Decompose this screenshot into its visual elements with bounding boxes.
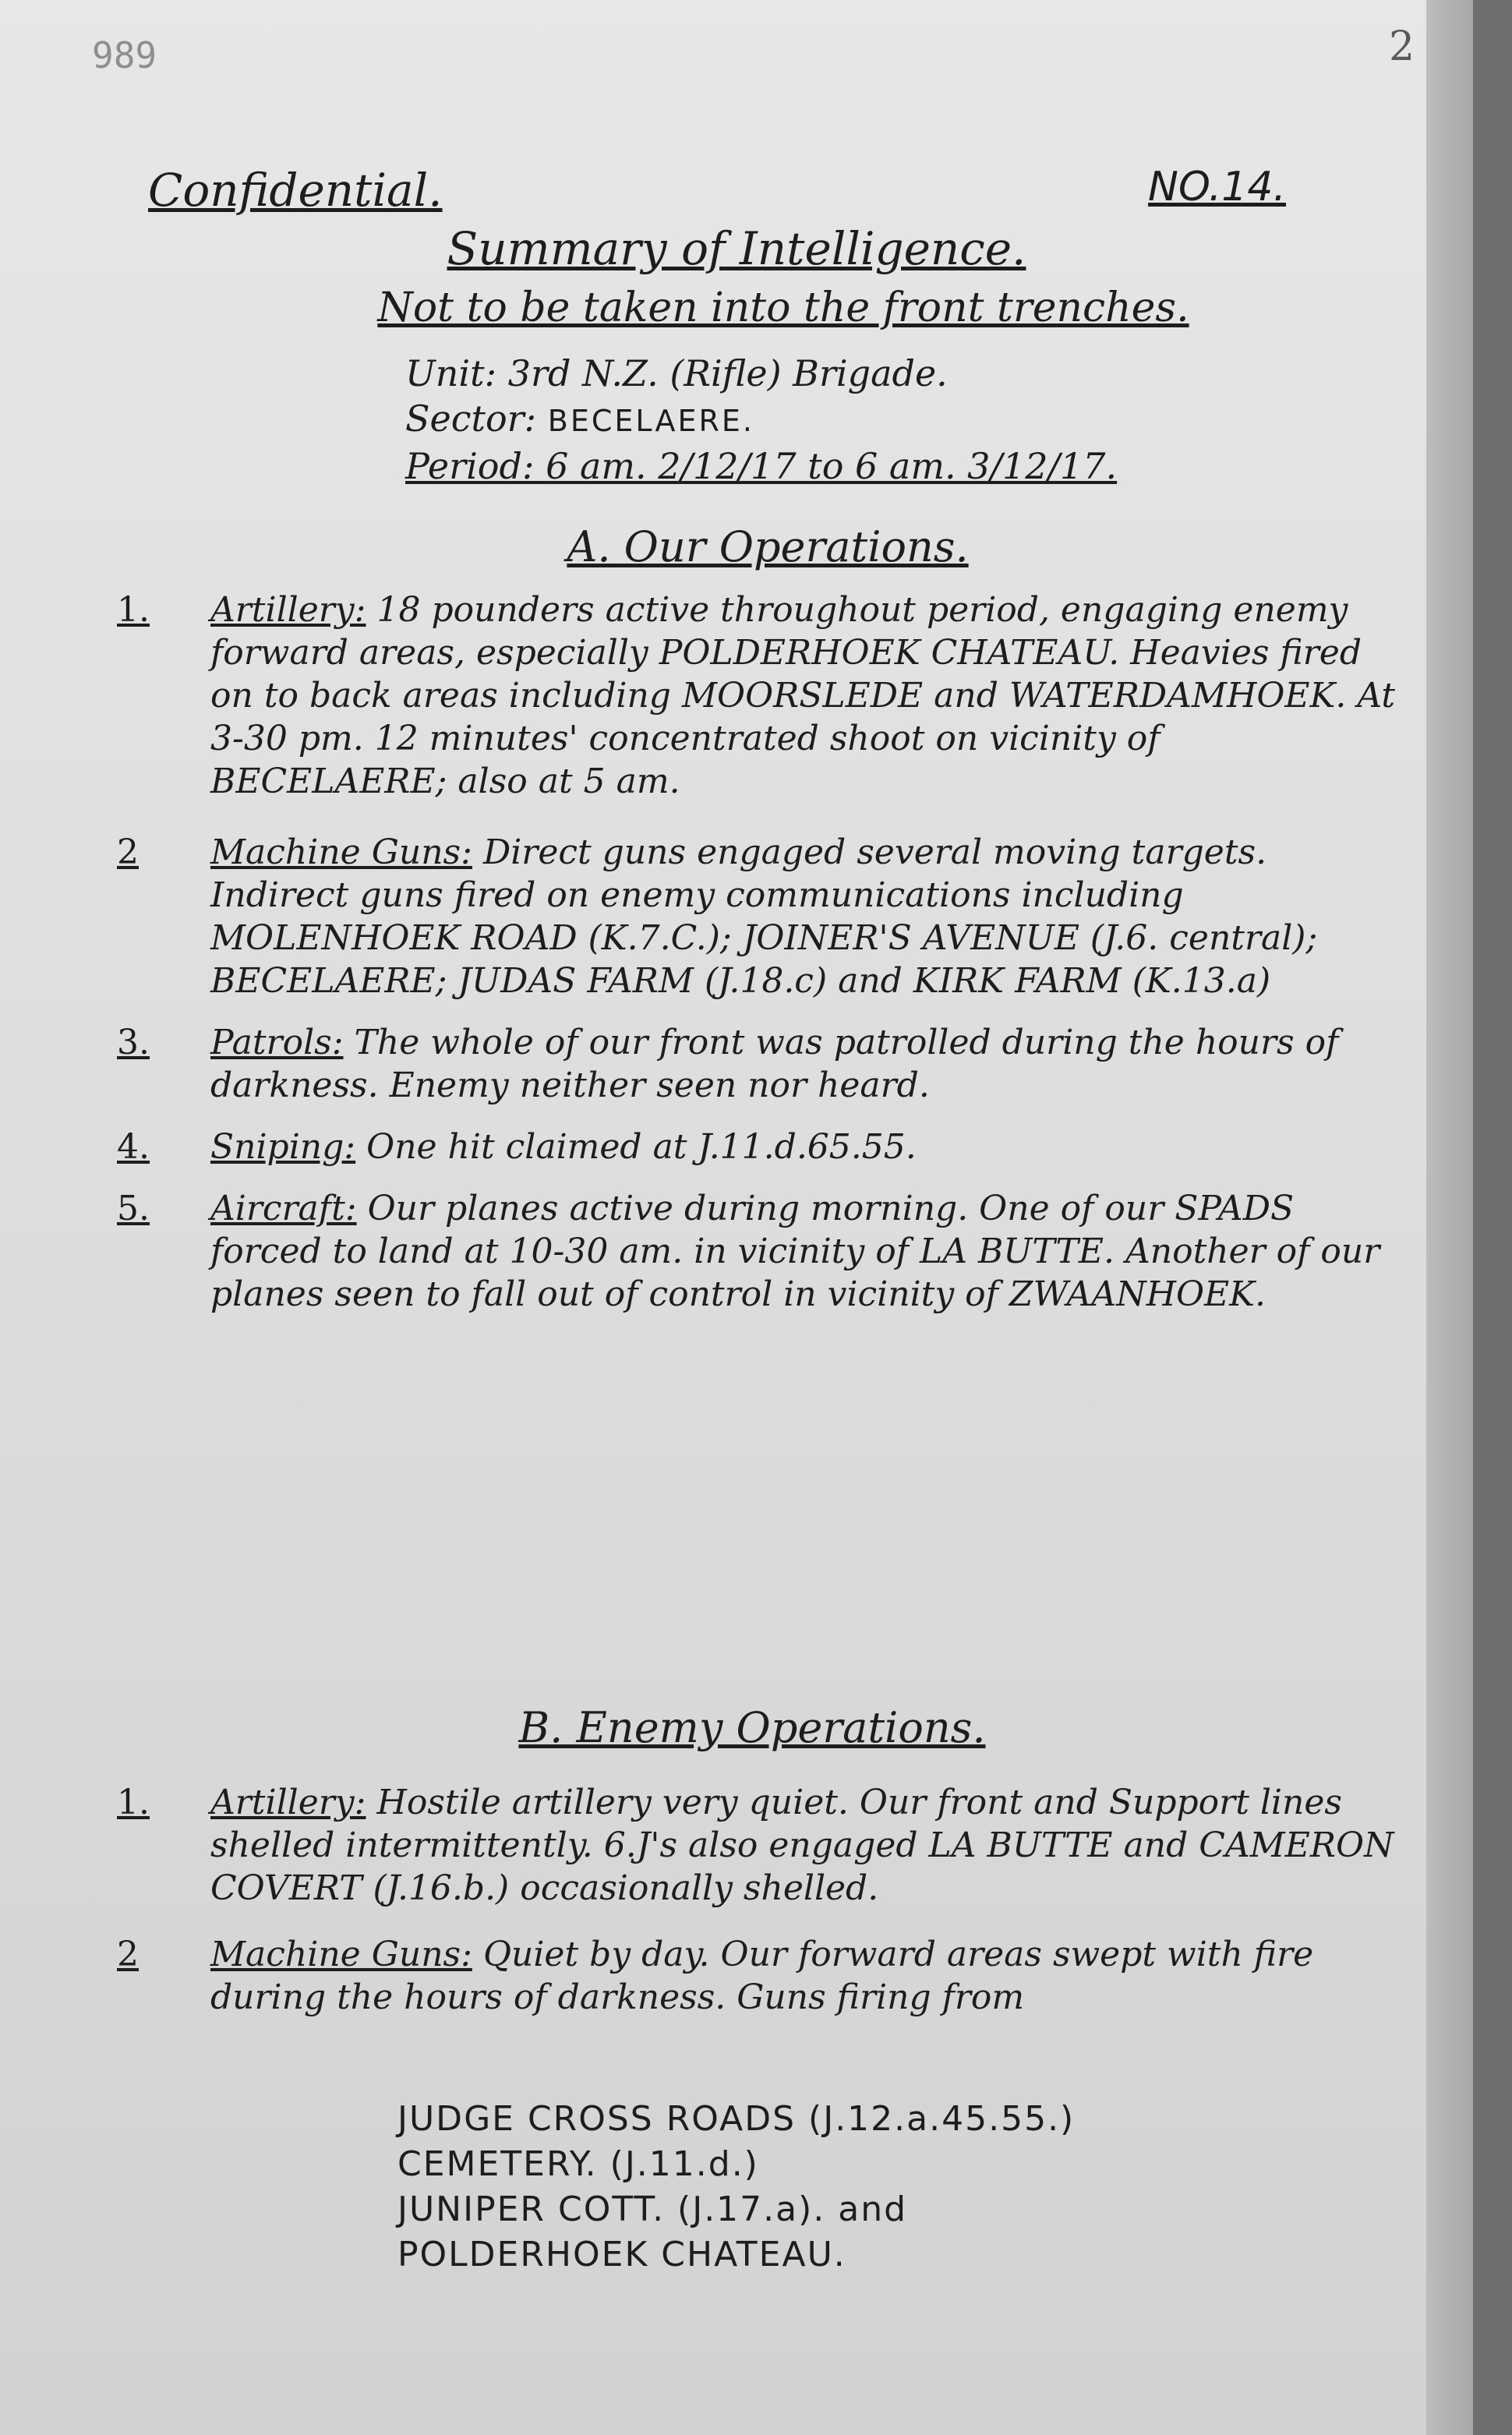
section-a-heading: A. Our Operations. [567,522,969,571]
list-item [117,1021,1403,1107]
item-number: 4. [117,1127,150,1167]
document-title: Summary of Intelligence. [447,222,1026,275]
list-item [117,1187,1403,1316]
item-number: 2 [117,832,139,872]
item-title: Machine Guns: [210,832,472,872]
gun-locations: JUDGE CROSS ROADS (J.12.a.45.55.) CEMETERY. (J.11.d.) JUNIPER COTT. (J.17.a). and POLDERHOEK CHATEAU. [397,2099,1076,2274]
item-number: 5. [117,1189,150,1228]
classification-label: Confidential. [148,164,443,217]
item-body: 18 pounders active throughout period, engaging enemy forward areas, especially POLDERHOEK CHATEAU. Heavies fired on to back areas including MOORSLEDE and WATERDAMHOEK. At 3-30 pm. 12 minutes' concentrated shoot on vicinity of BECELAERE; also at 5 am. [210,590,1396,801]
item-title: Sniping: [210,1127,356,1167]
unit-value: 3rd N.Z. (Rifle) Brigade. [507,352,948,394]
unit-details [405,351,1117,489]
list-item [117,1781,1403,1910]
item-body: The whole of our front was patrolled during the hours of darkness. Enemy neither seen nor heard. [210,1023,1339,1105]
item-number: 1. [117,590,150,630]
unit-line [405,351,1117,396]
item-body: Hostile artillery very quiet. Our front and Support lines shelled intermittently. 6.J's also engaged LA BUTTE and CAMERON COVERT (J.16.b.) occasionally shelled. [210,1783,1394,1908]
sector-line [405,396,1117,444]
list-item [117,1126,1403,1168]
period-label: Period: [405,445,535,487]
item-title: Artillery: [210,1783,366,1822]
list-item [117,831,1403,1002]
list-item [117,588,1403,803]
item-number: 3. [117,1023,150,1062]
item-body: Quiet by day. Our forward areas swept with fire during the hours of darkness. Guns firing from [210,1935,1314,2017]
period-line [405,444,1117,489]
sector-label: Sector: [405,398,537,440]
item-body: Direct guns engaged several moving targets. Indirect guns fired on enemy communications including MOLENHOEK ROAD (K.7.C.); JOINER'S AVENUE (J.6. central); BECELAERE; JUDAS FARM (J.18.c) and KIRK FARM (K.13.a) [210,832,1318,1001]
list-item [117,1933,1403,2019]
archive-number: 989 [92,34,157,76]
page-mark: 2 [1389,23,1415,70]
item-title: Machine Guns: [210,1935,472,1974]
item-title: Patrols: [210,1023,344,1062]
page-edge [1426,0,1473,2435]
item-number: 1. [117,1783,150,1822]
unit-label: Unit: [405,352,497,394]
item-number: 2 [117,1935,139,1974]
section-a-items [117,588,1403,1334]
sector-value: BECELAERE. [547,404,754,438]
section-b-heading: B. Enemy Operations. [518,1703,986,1752]
item-title: Aircraft: [210,1189,357,1228]
item-title: Artillery: [210,590,366,630]
item-body: One hit claimed at J.11.d.65.55. [366,1127,917,1167]
item-body: Our planes active during morning. One of our SPADS forced to land at 10-30 am. in vicinity of LA BUTTE. Another of our planes seen to fall out of control in vicinity of ZWAANHOEK. [210,1189,1380,1314]
section-b-items [117,1781,1403,2037]
handling-notice: Not to be taken into the front trenches. [377,284,1189,331]
period-value: 6 am. 2/12/17 to 6 am. 3/12/17. [546,445,1118,487]
summary-number: NO.14. [1148,164,1286,210]
